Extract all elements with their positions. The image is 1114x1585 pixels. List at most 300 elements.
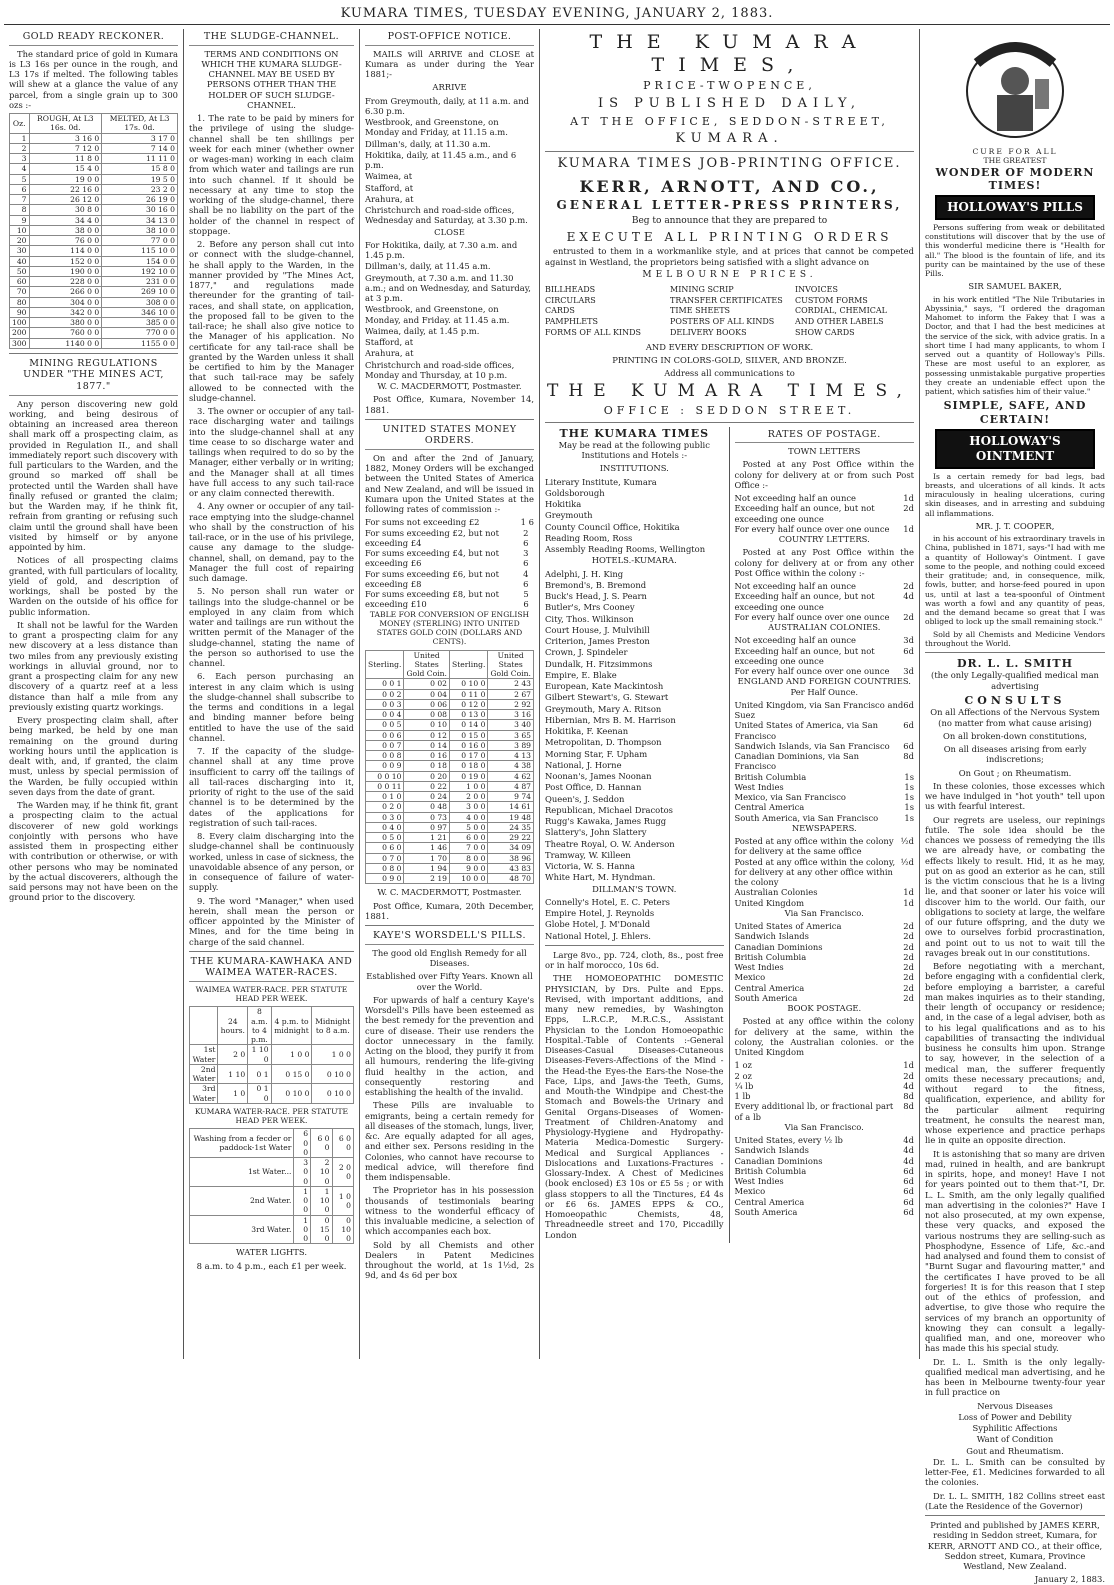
- money-rates: [365, 517, 534, 609]
- kumara-race-row-cell: 3rd Water.: [190, 1215, 294, 1244]
- waimea-row-cell: 0 10 0: [312, 1064, 354, 1084]
- postage-row-value: 4d: [903, 1080, 914, 1091]
- conversion-row-cell: 0 12 0: [450, 699, 488, 709]
- holloway-baker-h: SIR SAMUEL BAKER,: [968, 281, 1062, 292]
- postage-row: [735, 931, 915, 941]
- institution-item: Assembly Reading Rooms, Wellington: [545, 544, 706, 555]
- postage-row: [735, 1176, 915, 1186]
- conversion-row-cell: 3 0 0: [450, 802, 488, 812]
- postage-row: [735, 813, 915, 823]
- conversion-row-cell: 2 92: [488, 699, 534, 709]
- conversion-row-cell: 0 20: [404, 771, 450, 781]
- printing-item: PAMPHLETS: [545, 317, 598, 327]
- gold-row-cell: 342 0 0: [29, 307, 102, 317]
- money-text: On and after the 2nd of January, 1882, Money Orders will be exchanged between the United States of America and New Zealand, and will be issued in Kumara upon the United States at the following rates of commission :-: [365, 452, 534, 515]
- conversion-row-cell: 4 38: [488, 761, 534, 771]
- conversion-row-cell: 7 0 0: [450, 843, 488, 853]
- hotel-item: Crown, J. Spindeler: [545, 647, 628, 658]
- hotel-item: Hokitika, F. Keenan: [545, 726, 629, 737]
- hotel-item: White Hart, M. Hyndman.: [545, 872, 656, 883]
- conversion-row-cell: 0 04: [404, 689, 450, 699]
- gold-row-cell: 70: [10, 287, 30, 297]
- arrive-item: Dillman's, daily, at 11.30 a.m.: [365, 138, 491, 149]
- postage-row-value: 2d: [903, 962, 914, 973]
- postage-row-value: ½d: [900, 856, 914, 867]
- holloway-pills-banner: HOLLOWAY'S PILLS: [935, 195, 1095, 220]
- conversion-row-cell: 0 0 10: [366, 771, 404, 781]
- conversion-row-cell: 0 14: [404, 740, 450, 750]
- conversion-row: [366, 720, 534, 730]
- gold-row: [10, 318, 178, 328]
- money-rate-label: For sums exceeding £8, but not exceeding £10: [365, 589, 499, 610]
- hotel-item: Greymouth, Mary A. Ritson: [545, 703, 662, 714]
- postage-section-text: Posted at any Post Office within the colony for delivery at or from any other Post Office within the colony :-: [734, 547, 914, 578]
- money-rate-label: For sums not exceeding £2: [365, 517, 480, 528]
- postage-section-text: Posted at any office within the colony for delivery at the same, within the colony, the Australian colonies. or the United Kingdom: [734, 1016, 914, 1058]
- conversion-row-cell: 0 0 5: [366, 720, 404, 730]
- postage-row-value: 1s: [904, 802, 914, 813]
- waimea-row-cell: 1 10 0: [248, 1045, 271, 1065]
- read-hotels: HOTELS.-KUMARA.: [591, 555, 677, 566]
- kaye-l2: Established over Fifty Years. Known all over the World.: [366, 971, 533, 992]
- arrive-item: Hokitika, daily, at 11.45 a.m., and 6 p.m.: [365, 149, 517, 171]
- waimea-row: [190, 1084, 354, 1104]
- money-rate-row: [365, 569, 534, 590]
- gold-row-cell: 22 16 0: [29, 184, 102, 194]
- kumara-race-row-cell: 1st Water...: [190, 1158, 294, 1187]
- kumara-race-row-cell: 1 0 0: [294, 1215, 311, 1244]
- kumara-race-row-cell: 0 15 0: [311, 1215, 332, 1244]
- postage-rates: [735, 446, 915, 1217]
- postage-row-label: Canadian Dominions: [734, 941, 823, 952]
- postage-row-label: British Columbia: [734, 771, 807, 782]
- sludge-item: 2. Before any person shall cut into or connect with the sludge-channel, he shall apply to the Warden, in the manner provided by "The Mines Act, 1877," and regulations made thereunder for the granting of tail-races, and shall state, on application, the proposed fall to be given to the tail-race; he shall also give notice to the Manager of his application. No certificate for any tail-race shall be granted by the Warden unless it shall be certified to him by the Manager that such tail-race may be safely allowed to be connected with the sludge-channel.: [189, 239, 354, 403]
- institution-item: Literary Institute, Kumara: [545, 476, 657, 487]
- conversion-row-cell: 0 10: [404, 720, 450, 730]
- money-rate-value: 5 6: [523, 589, 529, 610]
- conversion-row: [366, 689, 534, 699]
- postage-row-value: 6d: [903, 1196, 914, 1207]
- conversion-row-cell: 0 18 0: [450, 761, 488, 771]
- money-sign: W. C. MACDERMOTT, Postmaster.: [377, 887, 522, 898]
- read-column: [545, 427, 730, 1243]
- post-intro: MAILS will ARRIVE and CLOSE at Kumara as under during the Year 1881;-: [365, 48, 534, 80]
- gold-row-cell: 8: [10, 205, 30, 215]
- kt-bottom: THE KUMARA TIMES,: [547, 381, 912, 402]
- printing-item: CARDS: [545, 306, 575, 316]
- conversion-row-cell: 0 15 0: [450, 730, 488, 740]
- conversion-row: [366, 874, 534, 884]
- postage-row: [735, 942, 915, 952]
- conversion-row-cell: 4 0 0: [450, 812, 488, 822]
- conversion-row-cell: 1 46: [404, 843, 450, 853]
- waimea-row-cell: 0 10 0: [312, 1084, 354, 1104]
- dillman-item: Connelly's Hotel, E. C. Peters: [545, 896, 670, 907]
- conversion-row-cell: 2 67: [488, 689, 534, 699]
- conversion-row-cell: 0 6 0: [366, 843, 404, 853]
- institution-item: Hokitika: [545, 499, 582, 510]
- postage-row-label: Mexico: [734, 1186, 766, 1197]
- kumara-race-row: [190, 1158, 354, 1187]
- gold-row-cell: 2: [10, 143, 30, 153]
- postage-row-label: 1 lb: [734, 1091, 751, 1102]
- postage-row: [735, 962, 915, 972]
- gold-row-cell: 154 0 0: [102, 256, 178, 266]
- conversion-row: [366, 822, 534, 832]
- gold-row: [10, 215, 178, 225]
- postage-row-value: 2d: [903, 951, 914, 962]
- postage-row-label: British Columbia: [734, 1165, 807, 1176]
- conversion-row: [366, 761, 534, 771]
- water-lights: WATER LIGHTS.: [236, 1247, 307, 1258]
- waimea-h3: Midnight to 8 a.m.: [312, 1007, 354, 1045]
- postage-row-value: 2d: [903, 941, 914, 952]
- postage-row: [735, 887, 915, 897]
- conversion-row-cell: 0 13 0: [450, 710, 488, 720]
- sludge-title: THE SLUDGE-CHANNEL.: [189, 31, 354, 46]
- conversion-row-cell: 9 0 0: [450, 863, 488, 873]
- sludge-item: 6. Each person purchasing an interest in any claim which is using the sludge-channel shall subscribe to the terms and conditions in a legal and binding manner before being entitled to have the use of the said channel.: [189, 671, 354, 743]
- printing-item: POSTERS OF ALL KINDS: [670, 317, 775, 327]
- sludge-item: 3. The owner or occupier of any tail-race discharging water and tailings into the sludge-channel shall at any time cease to so discharge water and tailings when required to do so by the Manager, either verbally or in writing; and the Manager shall at all times have full access to any such tail-race or any claim connected therewith.: [189, 406, 354, 499]
- money-rate-label: For sums exceeding £6, but not exceeding £8: [365, 568, 499, 589]
- holloway-ointment-banner: HOLLOWAY'S OINTMENT: [935, 429, 1095, 468]
- postage-row-value: 2d: [903, 972, 914, 983]
- postage-row-label: Not exceeding half an ounce: [734, 493, 856, 504]
- kt-town: KUMARA.: [675, 131, 784, 147]
- kt-every: AND EVERY DESCRIPTION OF WORK.: [645, 341, 814, 352]
- postage-row: [735, 1081, 915, 1091]
- smith-c1: On all Affections of the Nervous System (no matter from what cause arising): [930, 707, 1100, 728]
- kumara-race-row-cell: 1 0 0: [294, 1186, 311, 1215]
- gold-row-cell: 6: [10, 184, 30, 194]
- gold-row-cell: 23 2 0: [102, 184, 178, 194]
- gold-row: [10, 297, 178, 307]
- conversion-row-cell: 0 24: [404, 792, 450, 802]
- gold-row: [10, 133, 178, 143]
- gold-row-cell: 770 0 0: [102, 328, 178, 338]
- postage-row-value: 6d: [903, 1165, 914, 1176]
- conversion-row-cell: 4 87: [488, 781, 534, 791]
- postage-row-label: United Kingdom, via San Francisco and Suez: [734, 699, 904, 721]
- read-sub: May be read at the following public Institutions and Hotels :-: [558, 439, 710, 461]
- postage-title: RATES OF POSTAGE.: [735, 429, 915, 444]
- postage-row: [735, 612, 915, 622]
- institution-item: Reading Room, Ross: [545, 532, 633, 543]
- smith-list: [925, 1401, 1105, 1456]
- water-title: THE KUMARA-KAWHAKA AND WAIMEA WATER-RACES.: [189, 956, 354, 982]
- waimea-h2: 4 p.m. to midnight: [271, 1007, 312, 1045]
- postage-row-label: Central America: [734, 982, 805, 993]
- gold-row-cell: 192 10 0: [102, 266, 178, 276]
- kt-entrust: entrusted to them in a workmanlike style, and at prices that cannot be competed against in Westland, the proprietors being satisfied with a slight advance on: [545, 246, 914, 267]
- conversion-row-cell: 0 19 0: [450, 771, 488, 781]
- conversion-row-cell: 0 97: [404, 822, 450, 832]
- postage-row-label: ¼ lb: [734, 1080, 754, 1091]
- postage-row-label: Posted at any office within the colony, for delivery at any other office within the colony: [734, 856, 896, 888]
- postage-row: [735, 591, 915, 612]
- conversion-row-cell: 0 10 0: [450, 679, 488, 689]
- gold-row-cell: 3 16 0: [29, 133, 102, 143]
- mining-p3: It shall not be lawful for the Warden to grant a prospecting claim for any new discovery at a less distance than two miles from any previously existing workings in alluvial ground, nor to grant a prospecting claim for any new discovery of a quartz reef at a less distance than half a mile from any previously existing quartz workings.: [9, 619, 178, 712]
- sludge-items: [189, 113, 354, 947]
- post-arrive: ARRIVE: [432, 82, 467, 93]
- dillman-list: [545, 897, 724, 941]
- postage-row-label: Sandwich Islands: [734, 931, 809, 942]
- printing-item: CUSTOM FORMS: [795, 295, 868, 305]
- postage-row-label: West Indies: [734, 781, 784, 792]
- water-t2: KUMARA WATER-RACE. PER STATUTE HEAD PER WEEK.: [194, 1106, 349, 1126]
- conversion-row-cell: 0 48: [404, 802, 450, 812]
- kt-title: THE KUMARA TIMES,: [589, 31, 870, 77]
- read-title: THE KUMARA TIMES: [559, 426, 710, 440]
- gold-row-cell: 90: [10, 307, 30, 317]
- conversion-row: [366, 699, 534, 709]
- kt-colors: PRINTING IN COLORS-GOLD, SILVER, AND BRONZE.: [612, 354, 847, 365]
- close-list: [365, 240, 534, 380]
- conversion-row-cell: 1 94: [404, 863, 450, 873]
- postage-row-label: United Kingdom: [734, 897, 805, 908]
- conversion-row-cell: 19 48: [488, 812, 534, 822]
- gold-row: [10, 236, 178, 246]
- conversion-table: [365, 650, 534, 885]
- money-rate-row: [365, 528, 534, 549]
- dillman-item: National Hotel, J. Ehlers.: [545, 930, 651, 941]
- gold-row: [10, 174, 178, 184]
- conv-h2: Sterling.: [450, 650, 488, 679]
- postage-row-value: 6d: [903, 720, 914, 731]
- mining-p4: Every prospecting claim shall, after being marked, be held by one man remaining on the ground during working hours until the application is dealt with, and, if granted, the claim must, unless by special permission of the Warden, be fully occupied within seven days from the date of grant.: [9, 715, 178, 797]
- hotel-item: Noonan's, James Noonan: [545, 771, 652, 782]
- money-rate-label: For sums exceeding £2, but not exceeding £4: [365, 527, 499, 548]
- dillman-item: Globe Hotel, J. M'Donald: [545, 919, 651, 930]
- waimea-row-cell: 2 0: [218, 1045, 248, 1065]
- postage-row-value: 3d: [903, 666, 914, 677]
- hotel-item: Post Office, D. Hannan: [545, 782, 642, 793]
- arrive-item: Waimea, at: [365, 171, 413, 182]
- conversion-row-cell: 0 0 11: [366, 781, 404, 791]
- postage-row-value: 6d: [903, 740, 914, 751]
- conversion-row-cell: 5 0 0: [450, 822, 488, 832]
- postage-row-value: 1s: [904, 771, 914, 782]
- gold-row-cell: 11 8 0: [29, 154, 102, 164]
- smith-list-item: Nervous Diseases: [977, 1400, 1053, 1411]
- postage-section-heading: Via San Francisco.: [784, 1121, 864, 1132]
- hotel-item: National, J. Horne: [545, 759, 622, 770]
- gold-row: [10, 307, 178, 317]
- conversion-row-cell: 2 19: [404, 874, 450, 884]
- gold-row: [10, 256, 178, 266]
- read-homeo: THE HOMOEOPATHIC DOMESTIC PHYSICIAN, by Drs. Pulte and Epps. Revised, with important additions, and many new remedies, by Washington Epps, L.R.C.P., M.R.C.S., Assistant Physician to the London Homoeopathic Hospital.-Table of Contents :-General Diseases-Casual Diseases-Cutaneous Diseases-Fevers-Affections of the Mind -the Head-the Eyes-the Ears-the Nose-the Face, Lips, and Jaws-the Teeth, Gums, and Mouth-the Windpipe and Chest-the Stomach and Bowels-the Urinary and Genital Organs-Diseases of Women-Treatment of Children-Anatomy and Physiology-Hygiene and Hydropathy-Materia Medica-Domestic Surgery-Medical and Surgical Appliances -Dislocations and Luxations-Fractures -Glossary-Index. A Chest of Medicines (book enclosed) £3 10s or £5 5s ; or with glass stoppers to all the Tinctures, £4 4s or £6 6s. JAMES EPPS & CO., Homoeopathic Chemists, 48, Threadneedle street and 170, Piccadilly London: [545, 973, 724, 1240]
- conversion-row-cell: 0 5 0: [366, 833, 404, 843]
- postage-row-label: Australian Colonies: [734, 887, 818, 898]
- postage-section-heading: ENGLAND AND FOREIGN COUNTRIES. Per Half Ounce.: [737, 676, 911, 697]
- hotel-item: Bremond's, B. Bremond: [545, 579, 647, 590]
- postage-row-value: 8d: [903, 751, 914, 762]
- postage-row: [735, 983, 915, 993]
- arrive-item: Arahura, at: [365, 193, 414, 204]
- kaye-l1: The good old English Remedy for all Diseases.: [372, 947, 527, 969]
- gold-row-cell: 3: [10, 154, 30, 164]
- hotel-item: Republican, Michael Dracotos: [545, 804, 673, 815]
- postage-row: [735, 720, 915, 741]
- postage-row-value: 8d: [903, 1091, 914, 1102]
- conversion-row-cell: 0 7 0: [366, 853, 404, 863]
- gold-title: GOLD READY RECKONER.: [9, 31, 178, 46]
- postage-row-value: 6d: [903, 699, 914, 710]
- gold-row-cell: 10: [10, 225, 30, 235]
- hotel-item: Rugg's Kawaka, James Rugg: [545, 816, 667, 827]
- conv-h3: United States Gold Coin.: [488, 650, 534, 679]
- postage-row: [735, 646, 915, 667]
- postage-row-label: British Columbia: [734, 951, 807, 962]
- money-conv: TABLE FOR CONVERSION OF ENGLISH MONEY (STERLING) INTO UNITED STATES GOLD COIN (DOLLARS AND CENTS).: [369, 609, 530, 647]
- smith-p5: Dr. L. L. Smith is the only legally-qualified medical man advertising, and he has been in Melbourne twenty-four year in full practice on: [925, 1356, 1105, 1398]
- postage-row-label: Central America: [734, 1196, 805, 1207]
- money-rate-value: 2 6: [523, 527, 529, 548]
- gold-melted-header: MELTED, At L3 17s. 0d.: [102, 114, 178, 134]
- kaye-title: KAYE'S WORSDELL'S PILLS.: [365, 930, 534, 945]
- postage-row-value: 2d: [903, 503, 914, 514]
- kumara-race-table: [189, 1128, 354, 1244]
- printing-item: TRANSFER CERTIFICATES: [670, 295, 783, 305]
- postage-row-label: 1 oz: [734, 1060, 752, 1071]
- postage-row-label: 2 oz: [734, 1070, 752, 1081]
- institution-item: Greymouth: [545, 510, 593, 521]
- conversion-row: [366, 751, 534, 761]
- mining-p5: The Warden may, if he think fit, grant a prospecting claim to the actual discoverer of new gold workings conjointly with persons who have assisted them in prospecting either with contribution or otherwise, or with other persons who may be nominated by the actual discoverers, although the said persons may not have been on the ground prior to the discovery.: [9, 800, 178, 903]
- postage-row-label: South America: [734, 992, 798, 1003]
- postage-section-heading: NEWSPAPERS.: [791, 822, 857, 833]
- kt-kac: KERR, ARNOTT, AND CO.,: [579, 176, 880, 196]
- holloway-wonder: WONDER OF MODERN TIMES!: [935, 165, 1095, 192]
- conversion-row-cell: 1 70: [404, 853, 450, 863]
- imprint: Printed and published by JAMES KERR, residing in Seddon street, Kumara, for KERR, ARNOTT AND CO., at their office, Seddon street, Kumara, Province Westland, New Zealand.: [927, 1520, 1103, 1572]
- kumara-race-row-cell: 6 0 0: [311, 1129, 332, 1158]
- kt-office: AT THE OFFICE, SEDDON-STREET,: [570, 114, 889, 128]
- conversion-row: [366, 812, 534, 822]
- conversion-row-cell: 0 8 0: [366, 863, 404, 873]
- postage-section-heading: COUNTRY LETTERS.: [778, 534, 870, 545]
- conversion-row-cell: 3 40: [488, 720, 534, 730]
- institution-item: Goldsborough: [545, 487, 605, 498]
- holloway-sold: Sold by all Chemists and Medicine Vendors throughout the World.: [925, 629, 1105, 648]
- hotel-item: Hibernian, Mrs B. M. Harrison: [545, 714, 676, 725]
- postage-row-value: 6d: [903, 1186, 914, 1197]
- smith-sub: (the only Legally-qualified medical man advertising: [931, 670, 1099, 691]
- conversion-row-cell: 3 65: [488, 730, 534, 740]
- mining-p2: Notices of all prospecting claims granted, with full particulars of locality, yield of gold, and description of workings, shall be posted by the Warden on the outside of his office for public information.: [9, 555, 178, 617]
- postage-row: [735, 972, 915, 982]
- conversion-row: [366, 730, 534, 740]
- smith-p3: Before negotiating with a merchant, before engaging with a confidential clerk, before employing a barrister, a careful man makes inquiries as to their standing, their length of occupancy or residence; and, in the case of a legal adviser, both as to his legal qualifications and as to his capabilities of transacting the individual business he consults him upon. Strange to say, however, in the selection of a medical man, the sufferer frequently omits these necessary precautions; and, without regard to the fitness, qualification, experience, and ability for the particular ailment requiring treatment, he consults the nearest man, whose experience and practice perhaps lie in quite an opposite direction.: [925, 961, 1105, 1146]
- conversion-row-cell: 29 22: [488, 833, 534, 843]
- conversion-row: [366, 781, 534, 791]
- gold-row: [10, 246, 178, 256]
- close-item: Waimea, daily, at 1.45 p.m.: [365, 325, 480, 336]
- postage-row: [735, 503, 915, 524]
- mining-title: MINING REGULATIONS UNDER "THE MINES ACT, 1877.": [9, 358, 178, 396]
- kt-job: KUMARA TIMES JOB-PRINTING OFFICE.: [557, 155, 902, 171]
- gold-row-cell: 30 8 0: [29, 205, 102, 215]
- conversion-row: [366, 710, 534, 720]
- postage-row: [735, 1135, 915, 1145]
- postage-row-label: Mexico: [734, 972, 766, 983]
- gold-row-cell: 26 19 0: [102, 195, 178, 205]
- conversion-row-cell: 0 16: [404, 751, 450, 761]
- postage-row-label: Exceeding half an ounce, but not exceeding one ounce: [734, 591, 875, 612]
- postage-row-label: Sandwich Islands: [734, 1145, 809, 1156]
- conversion-row-cell: 0 1 0: [366, 792, 404, 802]
- hotel-item: Criterion, James Preston: [545, 636, 650, 647]
- hotel-list: [545, 569, 724, 883]
- conversion-row-cell: 34 09: [488, 843, 534, 853]
- kumara-race-row-cell: 3 0 0: [294, 1158, 311, 1187]
- arrive-list: [365, 96, 534, 226]
- waimea-row-cell: 0 1: [248, 1064, 271, 1084]
- smith-p4: It is astonishing that so many are driven mad, ruined in health, and are bankrupt in spirits, hope, and money! Have I not for years pointed out to them that-"I, Dr. L. L. Smith, am the only legally qualified man advertising in the colonies?" Have I not also prosecuted, at my own expense, these very quacks, and exposed the various nostrums they are selling-such as Phosphodyne, Essence of Life, &c.-and had analysed and found them to consist of "Burnt Sugar and flavouring matter," and the certificates I have proved to be all forgeries! It is for this reason that I step out of the ethics of profession, and advertise, to give those who require the services of my branch an opportunity of knowing they can consult a legally-qualified man, and one, moreover who has made this his special study.: [925, 1148, 1105, 1354]
- columns: [4, 29, 1110, 1585]
- postage-row: [735, 700, 915, 721]
- column-2: [184, 29, 360, 1359]
- gold-row: [10, 205, 178, 215]
- hotel-item: Gilbert Stewart's, G. Stewart: [545, 692, 669, 703]
- kt-office2: OFFICE : SEDDON STREET.: [603, 404, 856, 418]
- gold-row-cell: 20: [10, 236, 30, 246]
- postage-row: [735, 581, 915, 591]
- institution-list: [545, 477, 724, 555]
- postage-row-value: 1d: [903, 897, 914, 908]
- postage-row: [735, 1145, 915, 1155]
- kaye-p3: The Proprietor has in his possession thousands of testimonials bearing witness to the wonderful efficacy of this invaluable medicine, a selection of which accompanies each box.: [365, 1185, 534, 1237]
- postage-row-label: United States, every ½ lb: [734, 1135, 843, 1146]
- postage-row-value: 6d: [903, 645, 914, 656]
- gold-row-cell: 30 16 0: [102, 205, 178, 215]
- conversion-row-cell: 0 02: [404, 679, 450, 689]
- waimea-table: [189, 1006, 354, 1104]
- close-item: Arahura, at: [365, 348, 414, 359]
- waimea-row-cell: 0 15 0: [271, 1064, 312, 1084]
- smith-title: DR. L. L. SMITH: [957, 657, 1073, 670]
- kt-melb: MELBOURNE PRICES.: [642, 269, 817, 280]
- smith-consults: CONSULTS: [964, 693, 1066, 707]
- conversion-row-cell: 8 0 0: [450, 853, 488, 863]
- gold-row-cell: 77 0 0: [102, 236, 178, 246]
- kumara-race-row-cell: 2 0 0: [332, 1158, 353, 1187]
- waimea-row-cell: 1 0 0: [312, 1045, 354, 1065]
- gold-row-cell: 114 0 0: [29, 246, 102, 256]
- conversion-row-cell: 0 2 0: [366, 802, 404, 812]
- gold-row-cell: 308 0 0: [102, 297, 178, 307]
- postage-row-label: United States of America, via San Francisco: [734, 720, 878, 741]
- hotel-item: Empire, E. Blake: [545, 669, 617, 680]
- smith-c2: On all broken-down constitutions,: [943, 730, 1087, 741]
- holloway-cooper-h: MR. J. T. COOPER,: [975, 520, 1055, 531]
- gold-row: [10, 195, 178, 205]
- sludge-item: 8. Every claim discharging into the sludge-channel shall be continuously worked, unless in case of sickness, the unavoidable absence of any person, or in consequence of failure of water-supply.: [189, 831, 354, 893]
- postage-row-value: 4d: [903, 591, 914, 602]
- holloway-oint-text: Is a certain remedy for bad legs, bad breasts, and ulcerations of all kinds. It acts miraculously in healing ulcerations, curing skin diseases, and in arresting and subduing all inflammations.: [925, 471, 1105, 518]
- money-rate-row: [365, 548, 534, 569]
- holloway-simple: SIMPLE, SAFE, AND CERTAIN!: [943, 399, 1087, 426]
- gold-row-cell: 9: [10, 215, 30, 225]
- gold-row-cell: 385 0 0: [102, 318, 178, 328]
- postage-row-value: 2d: [903, 581, 914, 592]
- holloway-baker: in his work entitled "The Nile Tributaries in Abyssinia," says, "I ordered the dragoman Mahomet to inform the Fakey that I was a Doctor, and that I had the best medicines at the service of the sick, with advice gratis. In a short time I had many applicants, to whom I served out a quantity of Holloway's Pills. These are most useful to an explorer, as possessing unmistakable purgative properties they create an undeniable effect upon the patient, which satisfies him of their value.": [925, 294, 1105, 397]
- masthead: KUMARA TIMES, TUESDAY EVENING, JANUARY 2, 1883.: [4, 6, 1110, 25]
- hotel-item: Morning Star, F. Upham: [545, 748, 648, 759]
- gold-row-cell: 266 0 0: [29, 287, 102, 297]
